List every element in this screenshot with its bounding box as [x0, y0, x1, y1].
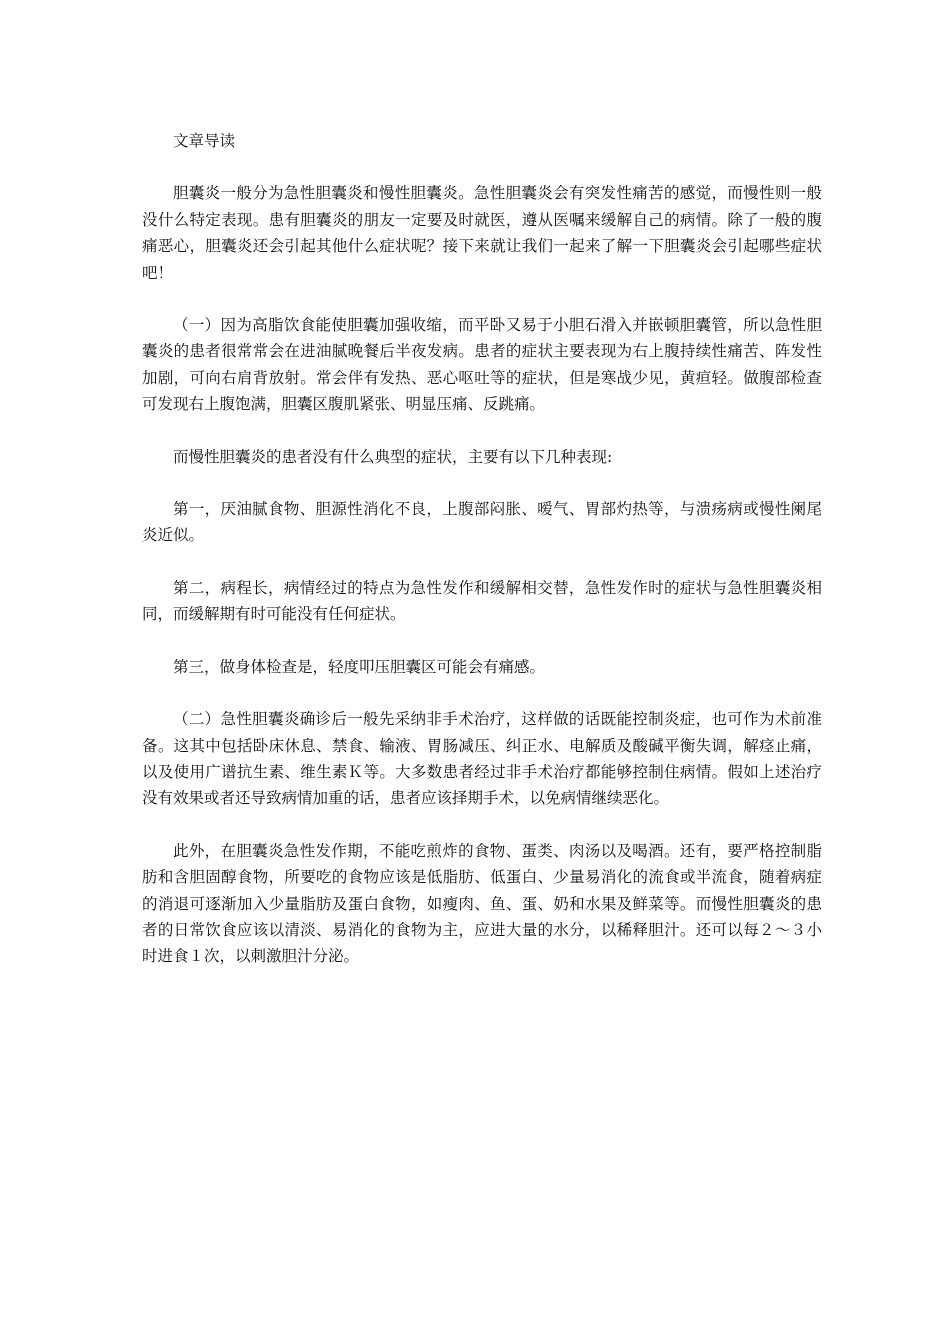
chronic-first-paragraph: 第一，厌油腻食物、胆源性消化不良，上腹部闷胀、嗳气、胃部灼热等，与溃疡病或慢性阑尾炎近似。 [142, 500, 822, 545]
chronic-intro-paragraph: 而慢性胆囊炎的患者没有什么典型的症状，主要有以下几种表现: [173, 447, 613, 466]
diet-paragraph: 此外，在胆囊炎急性发作期，不能吃煎炸的食物、蛋类、肉汤以及喝酒。还有，要严格控制脂肪和含胆固醇食物，所要吃的食物应该是低脂肪、低蛋白、少量易消化的流食或半流食，随着病症的消退可逐渐加入少量脂肪及蛋白食物，如瘦肉、鱼、蛋、奶和水果及鲜菜等。而慢性胆囊炎的患者的日常饮食应该以清淡、易消化的食物为主，应进大量的水分，以稀释胆汁。还可以每２～３小时进食１次，以刺激胆汁分泌。 [142, 841, 822, 966]
article-heading: 文章导读 [173, 132, 236, 150]
chronic-third-paragraph: 第三，做身体检查是，轻度叩压胆囊区可能会有痛感。 [173, 657, 546, 676]
chronic-second-paragraph: 第二，病程长，病情经过的特点为急性发作和缓解相交替，急性发作时的症状与急性胆囊炎相同，而缓解期有时可能没有任何症状。 [142, 578, 822, 624]
treatment-paragraph: （二）急性胆囊炎确诊后一般先采纳非手术治疗，这样做的话既能控制炎症，也可作为术前准备。这其中包括卧床休息、禁食、输液、胃肠减压、纠正水、电解质及酸碱平衡失调，解痉止痛，以及使用广谱抗生素、维生素Ｋ等。大多数患者经过非手术治疗都能够控制住病情。假如上述治疗没有效果或者还导致病情加重的话，患者应该择期手术，以免病情继续恶化。 [142, 710, 822, 808]
intro-paragraph: 胆囊炎一般分为急性胆囊炎和慢性胆囊炎。急性胆囊炎会有突发性痛苦的感觉，而慢性则一般没什么特定表现。患有胆囊炎的朋友一定要及时就医，遵从医嘱来缓解自己的病情。除了一般的腹痛恶心，胆囊炎还会引起其他什么症状呢？接下来就让我们一起来了解一下胆囊炎会引起哪些症状吧！ [142, 184, 822, 282]
document-body [142, 128, 822, 996]
acute-symptoms-paragraph: （一）因为高脂饮食能使胆囊加强收缩，而平卧又易于小胆石滑入并嵌顿胆囊管，所以急性胆囊炎的患者很常常会在进油腻晚餐后半夜发病。患者的症状主要表现为右上腹持续性痛苦、阵发性加剧，可向右肩背放射。常会伴有发热、恶心呕吐等的症状，但是寒战少见，黄疸轻。做腹部检查可发现右上腹饱满，胆囊区腹肌紧张、明显压痛、反跳痛。 [142, 316, 822, 414]
